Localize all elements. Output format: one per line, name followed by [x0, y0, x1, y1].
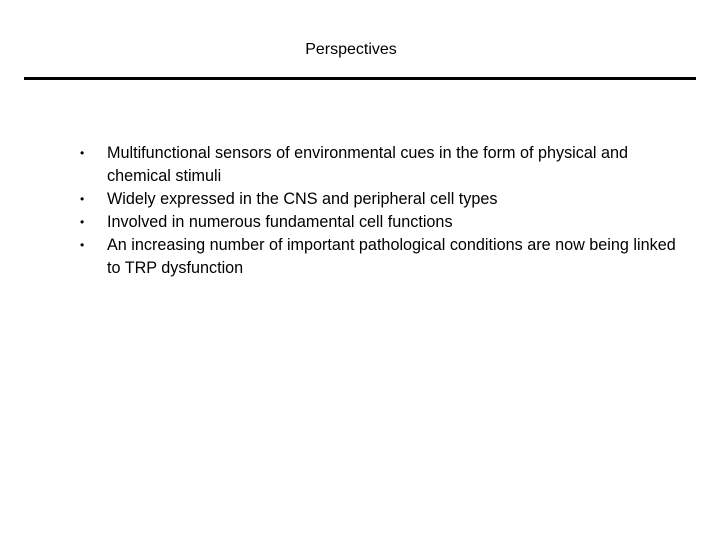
- list-item: [0, 234, 692, 280]
- list-item: [0, 142, 692, 188]
- slide-title: Perspectives: [305, 41, 397, 58]
- bullet-text: An increasing number of important pathological conditions are now being linked to TRP dysfunction: [107, 236, 676, 277]
- bullet-list: [0, 142, 720, 280]
- bullet-text: Involved in numerous fundamental cell functions: [107, 213, 453, 231]
- bullet-icon: •: [80, 238, 85, 252]
- list-item: [0, 211, 692, 234]
- bullet-icon: •: [80, 146, 85, 160]
- bullet-icon: •: [80, 215, 85, 229]
- bullet-icon: •: [80, 192, 85, 206]
- title-divider: [24, 77, 696, 80]
- list-item: [0, 188, 692, 211]
- bullet-text: Multifunctional sensors of environmental cues in the form of physical and chemical stimuli: [107, 144, 628, 185]
- bullet-text: Widely expressed in the CNS and peripheral cell types: [107, 190, 498, 208]
